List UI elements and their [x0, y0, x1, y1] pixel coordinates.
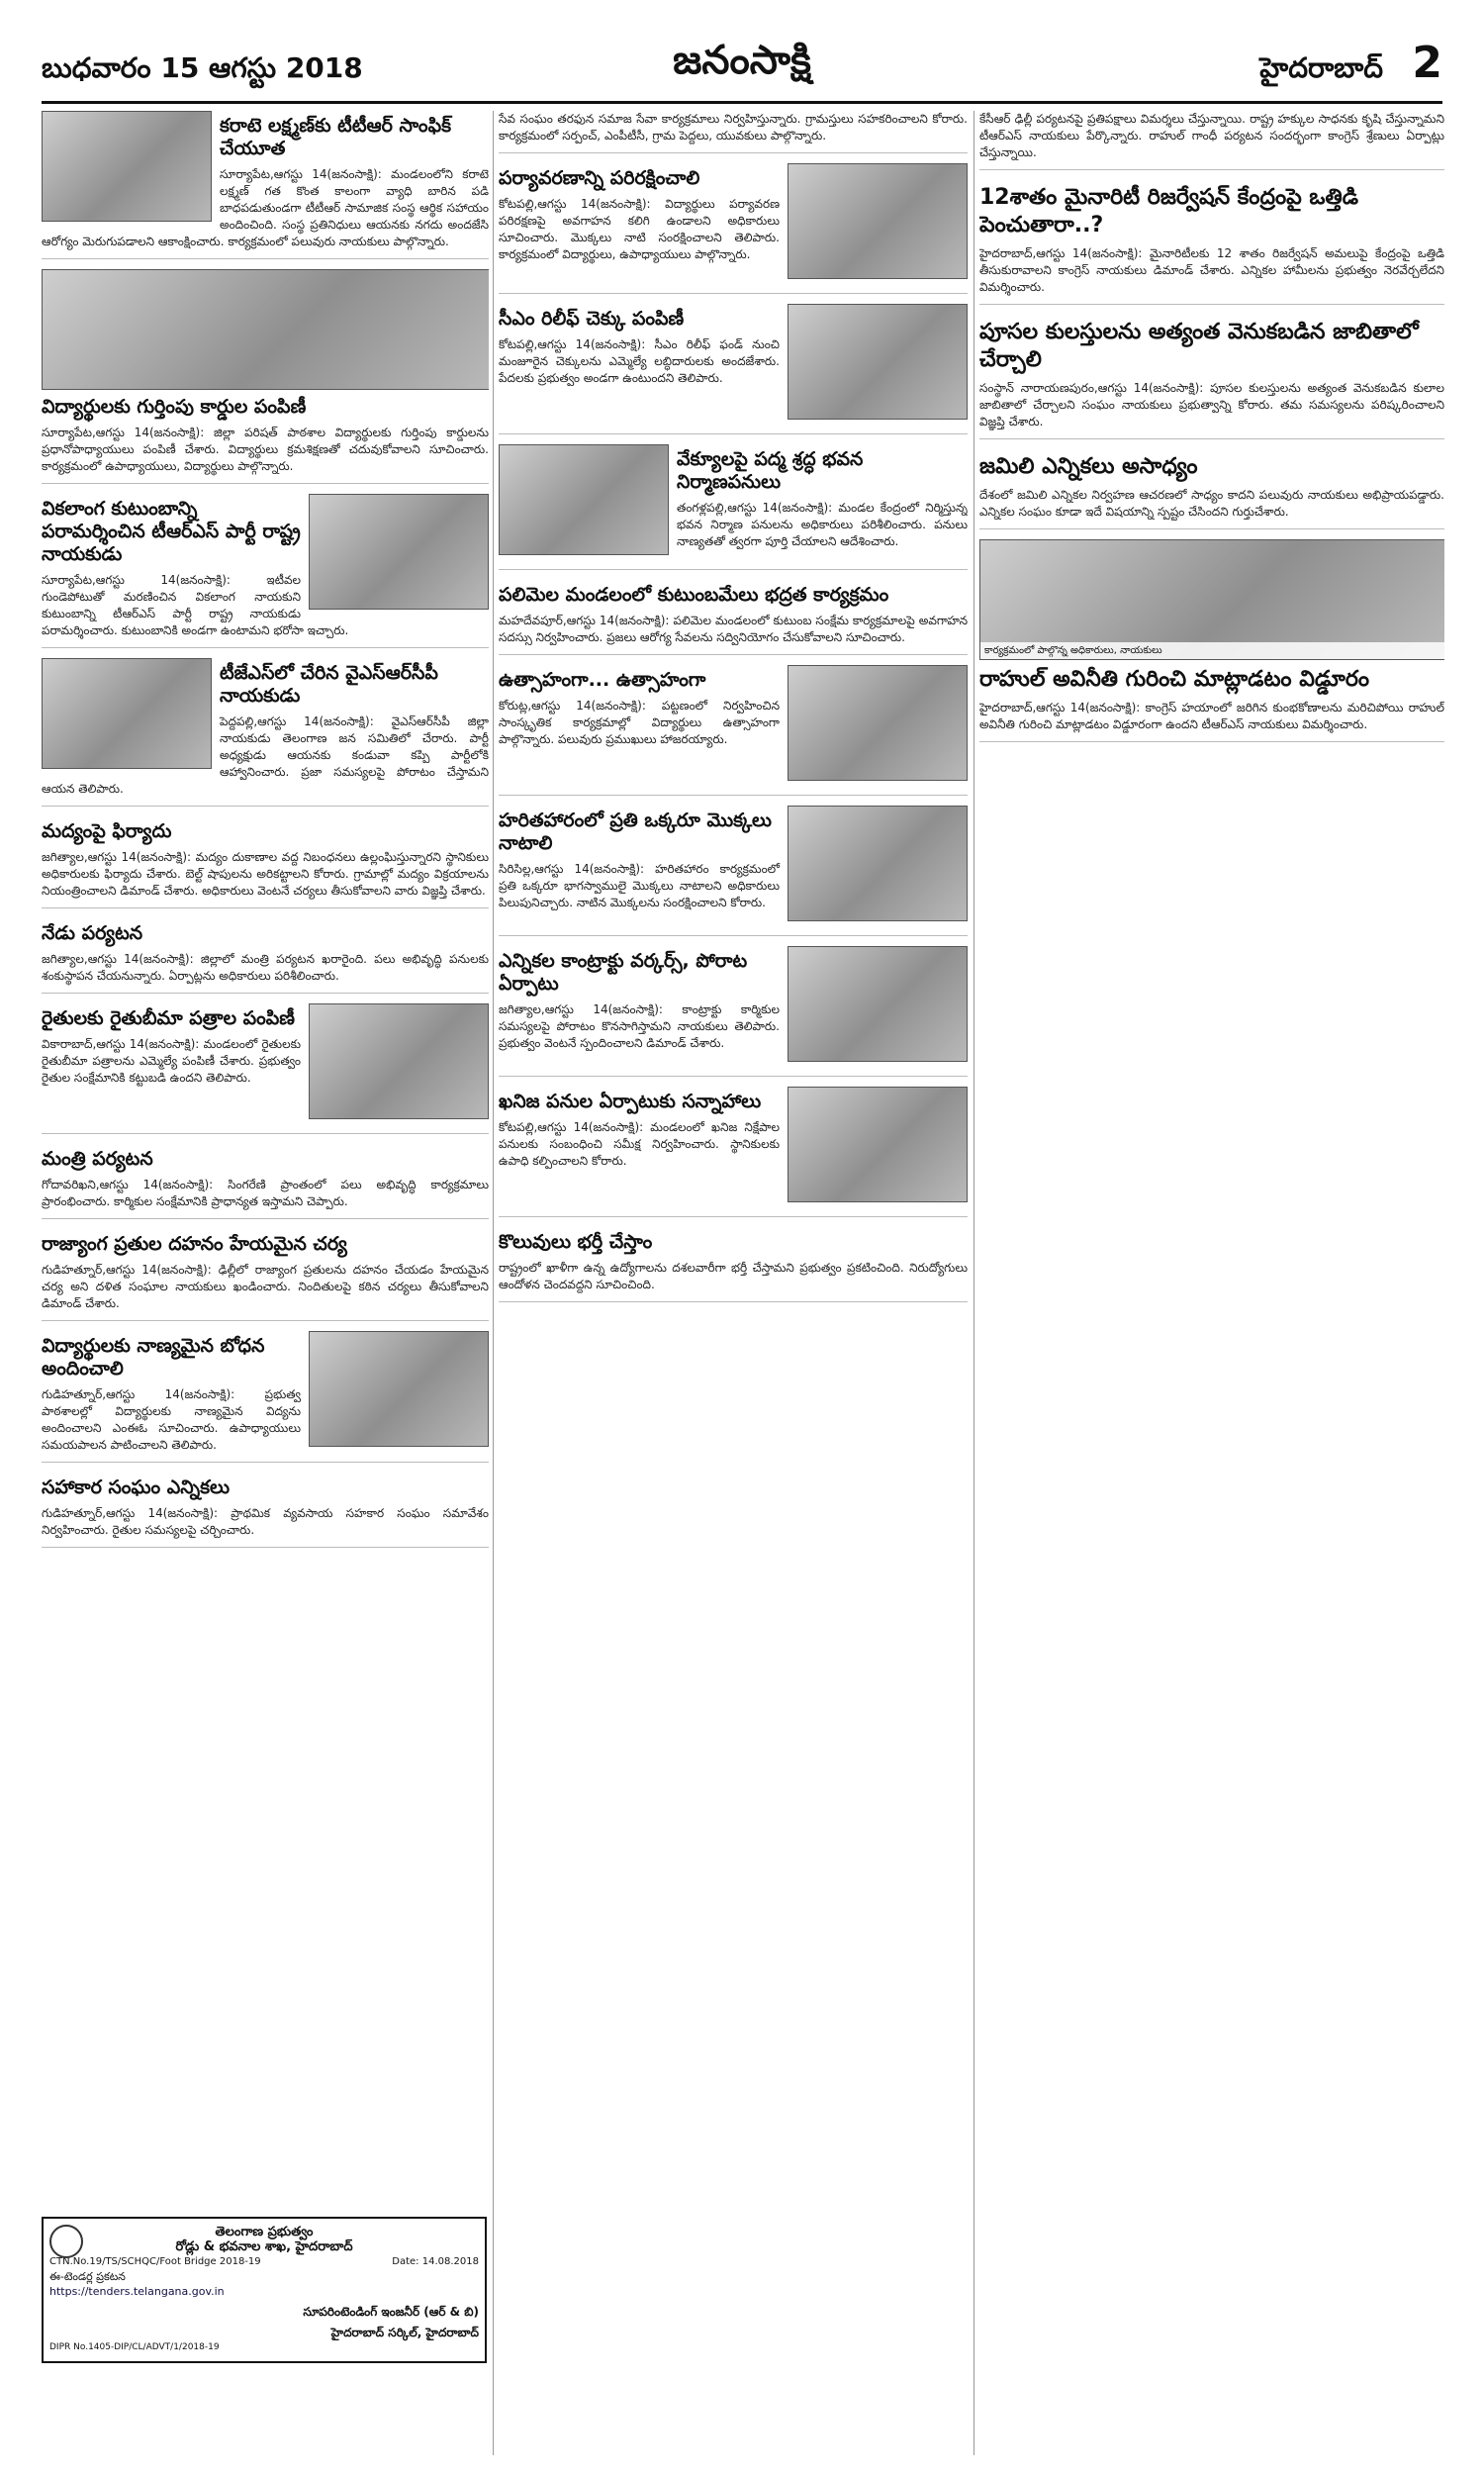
article-photo — [788, 946, 968, 1062]
ad-website-link[interactable]: https://tenders.telangana.gov.in — [49, 2285, 225, 2298]
article-body: కేసీఆర్ ఢిల్లీ పర్యటనపై ప్రతిపక్షాలు విమర్శలు చేస్తున్నాయి. రాష్ట్ర హక్కుల సాధనకు కృషి చేస్తున్నామని టీఆర్ఎస్ నాయకులు పేర్కొన్నారు. రాహుల్ గాంధీ పర్యటన సందర్భంగా కాంగ్రెస్ శ్రేణులు ఏర్పాట్లు చేస్తున్నాయి. — [979, 112, 1444, 159]
ad-reference: DIPR No.1405-DIP/CL/ADVT/1/2018-19 — [49, 2342, 220, 2352]
article — [42, 918, 489, 994]
headline: పలిమెల మండలంలో కుటుంబమేలు భద్రత కార్యక్రమం — [499, 584, 889, 606]
article — [979, 180, 1444, 305]
ad-line: ఈ-టెండర్ల ప్రకటన — [49, 2270, 126, 2283]
article — [42, 1229, 489, 1321]
article-body: మహదేవపూర్,ఆగస్టు 14(జనంసాక్షి): పలిమెల మండలంలో కుటుంబ సంక్షేమ కార్యక్రమాలపై అవగాహన సదస్సు నిర్వహించారు. ప్రజలు ఆరోగ్య సేవలను సద్వినియోగం చేసుకోవాలని సూచించారు. — [499, 614, 968, 644]
article-body: రాష్ట్రంలో ఖాళీగా ఉన్న ఉద్యోగాలను దశలవారీగా భర్తీ చేస్తామని ప్రభుత్వం ప్రకటించింది. నిరుద్యోగులు ఆందోళన చెందవద్దని సూచించింది. — [499, 1261, 968, 1291]
article — [499, 1227, 968, 1302]
article-photo — [309, 1331, 489, 1447]
page-number: 2 — [1412, 38, 1442, 88]
article — [499, 163, 968, 294]
article-body: సిరిసిల్ల,ఆగస్టు 14(జనంసాక్షి): హరితహారం కార్యక్రమంలో ప్రతి ఒక్కరూ భాగస్వాములై మొక్కలు నాటాలని అధికారులు పిలుపునిచ్చారు. నాటిన మొక్కలను సంరక్షించాలని కోరారు. — [499, 862, 780, 909]
government-ad — [42, 2217, 487, 2363]
article-photo — [788, 806, 968, 921]
article — [499, 444, 968, 570]
article-photo — [42, 269, 489, 390]
article — [499, 946, 968, 1077]
article-body: సూర్యాపేట,ఆగస్టు 14(జనంసాక్షి): ఇటీవల గుండెపోటుతో మరణించిన వికలాంగ నాయకుని కుటుంబాన్ని టీఆర్ఎస్ పార్టీ రాష్ట్ర నాయకుడు పరామర్శించారు. కుటుంబానికి అండగా ఉంటామని భరోసా ఇచ్చారు. — [42, 573, 349, 637]
article-photo — [309, 1003, 489, 1119]
ad-title: తెలంగాణ ప్రభుత్వం — [215, 2225, 314, 2239]
article — [499, 580, 968, 655]
article-body: హైదరాబాద్,ఆగస్టు 14(జనంసాక్షి): కాంగ్రెస్ హయాంలో జరిగిన కుంభకోణాలను మరిచిపోయి రాహుల్ అవినీతి గురించి మాట్లాడటం విడ్డూరంగా ఉందని టీఆర్ఎస్ నాయకులు విమర్శించారు. — [979, 701, 1444, 731]
headline: మంత్రి పర్యటన — [42, 1148, 153, 1170]
article-body: సూర్యాపేట,ఆగస్టు 14(జనంసాక్షి): మండలంలోని కరాటె లక్ష్మణ్ గత కొంత కాలంగా వ్యాధి బారిన పడి బాధపడుతుండగా టీటీఆర్ సామాజిక సంస్థ ఆర్థిక సహాయం అందించింది. సంస్థ ప్రతినిధులు ఆయనకు నగదు అందజేసి ఆరోగ్యం మెరుగుపడాలని ఆకాంక్షించారు. కార్యక్రమంలో పలువురు నాయకులు పాల్గొన్నారు. — [42, 167, 489, 248]
article-photo — [788, 304, 968, 420]
headline: విద్యార్థులకు గుర్తింపు కార్డుల పంపిణీ — [42, 396, 307, 418]
article — [499, 665, 968, 796]
article-body: పెద్దపల్లి,ఆగస్టు 14(జనంసాక్షి): వైఎస్ఆర్‌సీపీ జిల్లా నాయకుడు తెలంగాణ జన సమితిలో చేరారు. పార్టీ అధ్యక్షుడు ఆయనకు కండువా కప్పి పార్టీలోకి ఆహ్వానించారు. ప్రజా సమస్యలపై పోరాటం చేస్తామని ఆయన తెలిపారు. — [42, 714, 489, 796]
article-photo — [788, 1087, 968, 1202]
article — [42, 111, 489, 259]
article-photo — [309, 494, 489, 610]
article-body: కోటపల్లి,ఆగస్టు 14(జనంసాక్షి): మండలంలో ఖనిజ నిక్షేపాల పనులకు సంబంధించి సమీక్ష నిర్వహించారు. స్థానికులకు ఉపాధి కల్పించాలని కోరారు. — [499, 1120, 780, 1168]
headline: పూసల కులస్తులను అత్యంత వెనుకబడిన జాబితాలో చేర్చాలి — [979, 320, 1419, 372]
article-body: హైదరాబాద్,ఆగస్టు 14(జనంసాక్షి): మైనారిటీలకు 12 శాతం రిజర్వేషన్ అమలుపై కేంద్రంపై ఒత్తిడి తీసుకురావాలని కాంగ్రెస్ నాయకులు డిమాండ్ చేశారు. ఎన్నికల హామీలను ప్రభుత్వం నెరవేర్చలేదని విమర్శించారు. — [979, 246, 1444, 294]
article-body: గుడిహత్నూర్,ఆగస్టు 14(జనంసాక్షి): ప్రభుత్వ పాఠశాలల్లో విద్యార్థులకు నాణ్యమైన విద్యను అందించాలని ఎంఈఓ సూచించారు. ఉపాధ్యాయులు సమయపాలన పాటించాలని తెలిపారు. — [42, 1387, 301, 1452]
article — [42, 494, 489, 648]
ad-signature: సూపరింటెండింగ్ ఇంజనీర్ (ఆర్ & బి) — [303, 2305, 479, 2319]
article — [42, 816, 489, 908]
headline: టీజేఎస్‌లో చేరిన వైఎస్ఆర్‌సీపీ నాయకుడు — [220, 662, 438, 707]
article-body: జగిత్యాల,ఆగస్టు 14(జనంసాక్షి): కాంట్రాక్టు కార్మికుల సమస్యలపై పోరాటం కొనసాగిస్తామని నాయకులు తెలిపారు. ప్రభుత్వం వెంటనే స్పందించాలని డిమాండ్ చేశారు. — [499, 1002, 780, 1050]
article-body: కోటపల్లి,ఆగస్టు 14(జనంసాక్షి): విద్యార్థులు పర్యావరణ పరిరక్షణపై అవగాహన కలిగి ఉండాలని అధికారులు సూచించారు. మొక్కలు నాటి సంరక్షించాలని తెలిపారు. కార్యక్రమంలో విద్యార్థులు, ఉపాధ్యాయులు పాల్గొన్నారు. — [499, 197, 780, 261]
headline: సీఎం రిలీఫ్ చెక్కు పంపిణీ — [499, 308, 685, 330]
headline: రైతులకు రైతుబీమా పత్రాల పంపిణీ — [42, 1007, 295, 1029]
headline: ఎన్నికల కాంట్రాక్టు వర్కర్స్, పోరాట ఏర్పాటు — [499, 950, 748, 995]
column-1 — [42, 111, 489, 2207]
headline: సహాకార సంఘం ఎన్నికలు — [42, 1476, 231, 1498]
headline: జమిలి ఎన్నికలు అసాధ్యం — [979, 454, 1198, 479]
headline: ఉత్సాహంగా... ఉత్సాహంగా — [499, 669, 706, 691]
column-2 — [499, 111, 968, 2455]
article-body: కోటపల్లి,ఆగస్టు 14(జనంసాక్షి): సీఎం రిలీఫ్ ఫండ్ నుంచి మంజూరైన చెక్కులను ఎమ్మెల్యే లబ్ధిదారులకు అందజేశారు. పేదలకు ప్రభుత్వం అండగా ఉంటుందని తెలిపారు. — [499, 337, 780, 385]
article-body: వికారాబాద్,ఆగస్టు 14(జనంసాక్షి): మండలంలో రైతులకు రైతుబీమా పత్రాలను ఎమ్మెల్యే పంపిణీ చేశారు. ప్రభుత్వం రైతుల సంక్షేమానికి కట్టుబడి ఉందని తెలిపారు. — [42, 1037, 301, 1085]
headline: కరాటె లక్ష్మణ్‌కు టీటీఆర్ సాంఫిక్‌ చేయూత — [220, 115, 451, 159]
article-body: గోదావరిఖని,ఆగస్టు 14(జనంసాక్షి): సింగరేణి ప్రాంతంలో పలు అభివృద్ధి కార్యక్రమాలు ప్రారంభించారు. కార్మికుల సంక్షేమానికి ప్రాధాన్యత ఇస్తామని చెప్పారు. — [42, 1178, 489, 1208]
masthead: జనంసాక్షి — [673, 38, 811, 83]
article-photo — [788, 163, 968, 279]
edition-city: హైదరాబాద్ — [1259, 51, 1383, 84]
headline: వికలాంగ కుటుంబాన్ని పరామర్శించిన టీఆర్ఎస్ పార్టీ రాష్ట్ర నాయకుడు — [42, 498, 301, 565]
article-body: సూర్యాపేట,ఆగస్టు 14(జనంసాక్షి): జిల్లా పరిషత్ పాఠశాల విద్యార్థులకు గుర్తింపు కార్డులను ప్రధానోపాధ్యాయులు పంపిణీ చేశారు. విద్యార్థులు క్రమశిక్షణతో చదువుకోవాలని సూచించారు. కార్యక్రమంలో ఉపాధ్యాయులు, విద్యార్థులు పాల్గొన్నారు. — [42, 426, 489, 473]
article-body: గుడిహత్నూర్,ఆగస్టు 14(జనంసాక్షి): ప్రాథమిక వ్యవసాయ సహకార సంఘం సమావేశం నిర్వహించారు. రైతుల సమస్యలపై చర్చించారు. — [42, 1506, 489, 1537]
article-body: సంస్థాన్ నారాయణపురం,ఆగస్టు 14(జనంసాక్షి): పూసల కులస్తులను అత్యంత వెనుకబడిన కులాల జాబితాలో చేర్చాలని సంఘం నాయకులు ప్రభుత్వాన్ని కోరారు. తమ సమస్యలను పరిష్కరించాలని విజ్ఞప్తి చేశారు. — [979, 381, 1444, 428]
article — [42, 658, 489, 807]
article-body: గుడిహత్నూర్,ఆగస్టు 14(జనంసాక్షి): ఢిల్లీలో రాజ్యాంగ ప్రతులను దహనం చేయడం హేయమైన చర్య అని దళిత సంఘాల నాయకులు ఖండించారు. నిందితులపై కఠిన చర్యలు తీసుకోవాలని డిమాండ్ చేశారు. — [42, 1263, 489, 1310]
article-photo — [42, 111, 212, 222]
ad-notice-number: CTN.No.19/TS/SCHQC/Foot Bridge 2018-19 — [49, 2256, 261, 2267]
article — [979, 315, 1444, 439]
article-body: సేవ సంఘం తరఫున సమాజ సేవా కార్యక్రమాలు నిర్వహిస్తున్నారు. గ్రామస్తులు సహకరించాలని కోరారు. కార్యక్రమంలో సర్పంచ్, ఎంపీటీసీ, గ్రామ పెద్దలు, యువకులు పాల్గొన్నారు. — [499, 112, 968, 143]
government-seal-icon — [49, 2225, 83, 2258]
headline: మద్యంపై ఫిర్యాదు — [42, 820, 172, 842]
photo-caption: కార్యక్రమంలో పాల్గొన్న అధికారులు, నాయకులు — [980, 642, 1444, 659]
article-body: జగిత్యాల,ఆగస్టు 14(జనంసాక్షి): జిల్లాలో మంత్రి పర్యటన ఖరారైంది. పలు అభివృద్ధి పనులకు శంకుస్థాపన చేయనున్నారు. ఏర్పాట్లను అధికారులు పరిశీలించారు. — [42, 952, 489, 983]
article-body: దేశంలో జమిలి ఎన్నికల నిర్వహణ ఆచరణలో సాధ్యం కాదని పలువురు నాయకులు అభిప్రాయపడ్డారు. ఎన్నికల సంఘం కూడా ఇదే విషయాన్ని స్పష్టం చేసిందని గుర్తుచేశారు. — [979, 488, 1444, 519]
column-divider — [493, 111, 494, 2455]
headline: హరితహారంలో ప్రతి ఒక్కరూ మొక్కలు నాటాలి — [499, 809, 772, 854]
article-body: కోరుట్ల,ఆగస్టు 14(జనంసాక్షి): పట్టణంలో నిర్వహించిన సాంస్కృతిక కార్యక్రమాల్లో విద్యార్థులు ఉత్సాహంగా పాల్గొన్నారు. పలువురు ప్రముఖులు హాజరయ్యారు. — [499, 699, 780, 746]
article — [42, 269, 489, 484]
article-photo — [42, 658, 212, 769]
article-body: జగిత్యాల,ఆగస్టు 14(జనంసాక్షి): మద్యం దుకాణాల వద్ద నిబంధనలు ఉల్లంఘిస్తున్నారని స్థానికులు అధికారులకు ఫిర్యాదు చేశారు. బెల్ట్ షాపులను అరికట్టాలని కోరారు. గ్రామాల్లో మద్యం విక్రయాలను నియంత్రించాలని డిమాండ్ చేశారు. అధికారులు వెంటనే చర్యలు తీసుకోవాలని వారు విజ్ఞప్తి చేశారు. — [42, 850, 489, 898]
article — [42, 1331, 489, 1463]
headline: రాజ్యాంగ ప్రతుల దహనం హేయమైన చర్య — [42, 1233, 347, 1255]
article — [499, 304, 968, 434]
article-photo — [788, 665, 968, 781]
article-body: తంగళ్లపల్లి,ఆగస్టు 14(జనంసాక్షి): మండల కేంద్రంలో నిర్మిస్తున్న భవన నిర్మాణ పనులను అధికారులు పరిశీలించారు. పనులు నాణ్యతతో త్వరగా పూర్తి చేయాలని ఆదేశించారు. — [677, 501, 968, 548]
article-photo — [499, 444, 669, 555]
ad-signature-office: హైదరాబాద్ సర్కిల్, హైదరాబాద్ — [330, 2326, 479, 2339]
article — [979, 111, 1444, 170]
article — [42, 1144, 489, 1219]
page-header — [42, 30, 1442, 104]
article — [42, 1473, 489, 1548]
headline: వేక్యూలపై పద్మ శ్రద్ధ భవన నిర్మాణపనులు — [677, 448, 864, 493]
article — [979, 449, 1444, 529]
article — [979, 539, 1444, 742]
ad-subtitle: రోడ్లు & భవనాల శాఖ, హైదరాబాద్ — [175, 2239, 353, 2254]
headline: విద్యార్థులకు నాణ్యమైన బోధన అందించాలి — [42, 1335, 265, 1380]
article — [42, 1003, 489, 1134]
headline: ఖనిజ పనుల ఏర్పాటుకు సన్నాహాలు — [499, 1091, 762, 1112]
headline: నేడు పర్యటన — [42, 922, 143, 944]
article — [499, 111, 968, 153]
ad-date: Date: 14.08.2018 — [392, 2256, 479, 2267]
headline: పర్యావరణాన్ని పరిరక్షించాలి — [499, 167, 700, 189]
article — [499, 806, 968, 936]
article-photo — [979, 539, 1444, 660]
article — [499, 1087, 968, 1217]
column-3 — [979, 111, 1444, 2455]
issue-date: బుధవారం 15 ఆగస్టు 2018 — [42, 51, 363, 84]
headline: కొలువులు భర్తీ చేస్తాం — [499, 1231, 653, 1253]
headline: రాహుల్ అవినీతి గురించి మాట్లాడటం విడ్డూరం — [979, 667, 1370, 692]
headline: 12శాతం మైనారిటీ రిజర్వేషన్‌ కేంద్రంపై ఒత్తిడి పెంచుతారా..? — [979, 185, 1359, 238]
